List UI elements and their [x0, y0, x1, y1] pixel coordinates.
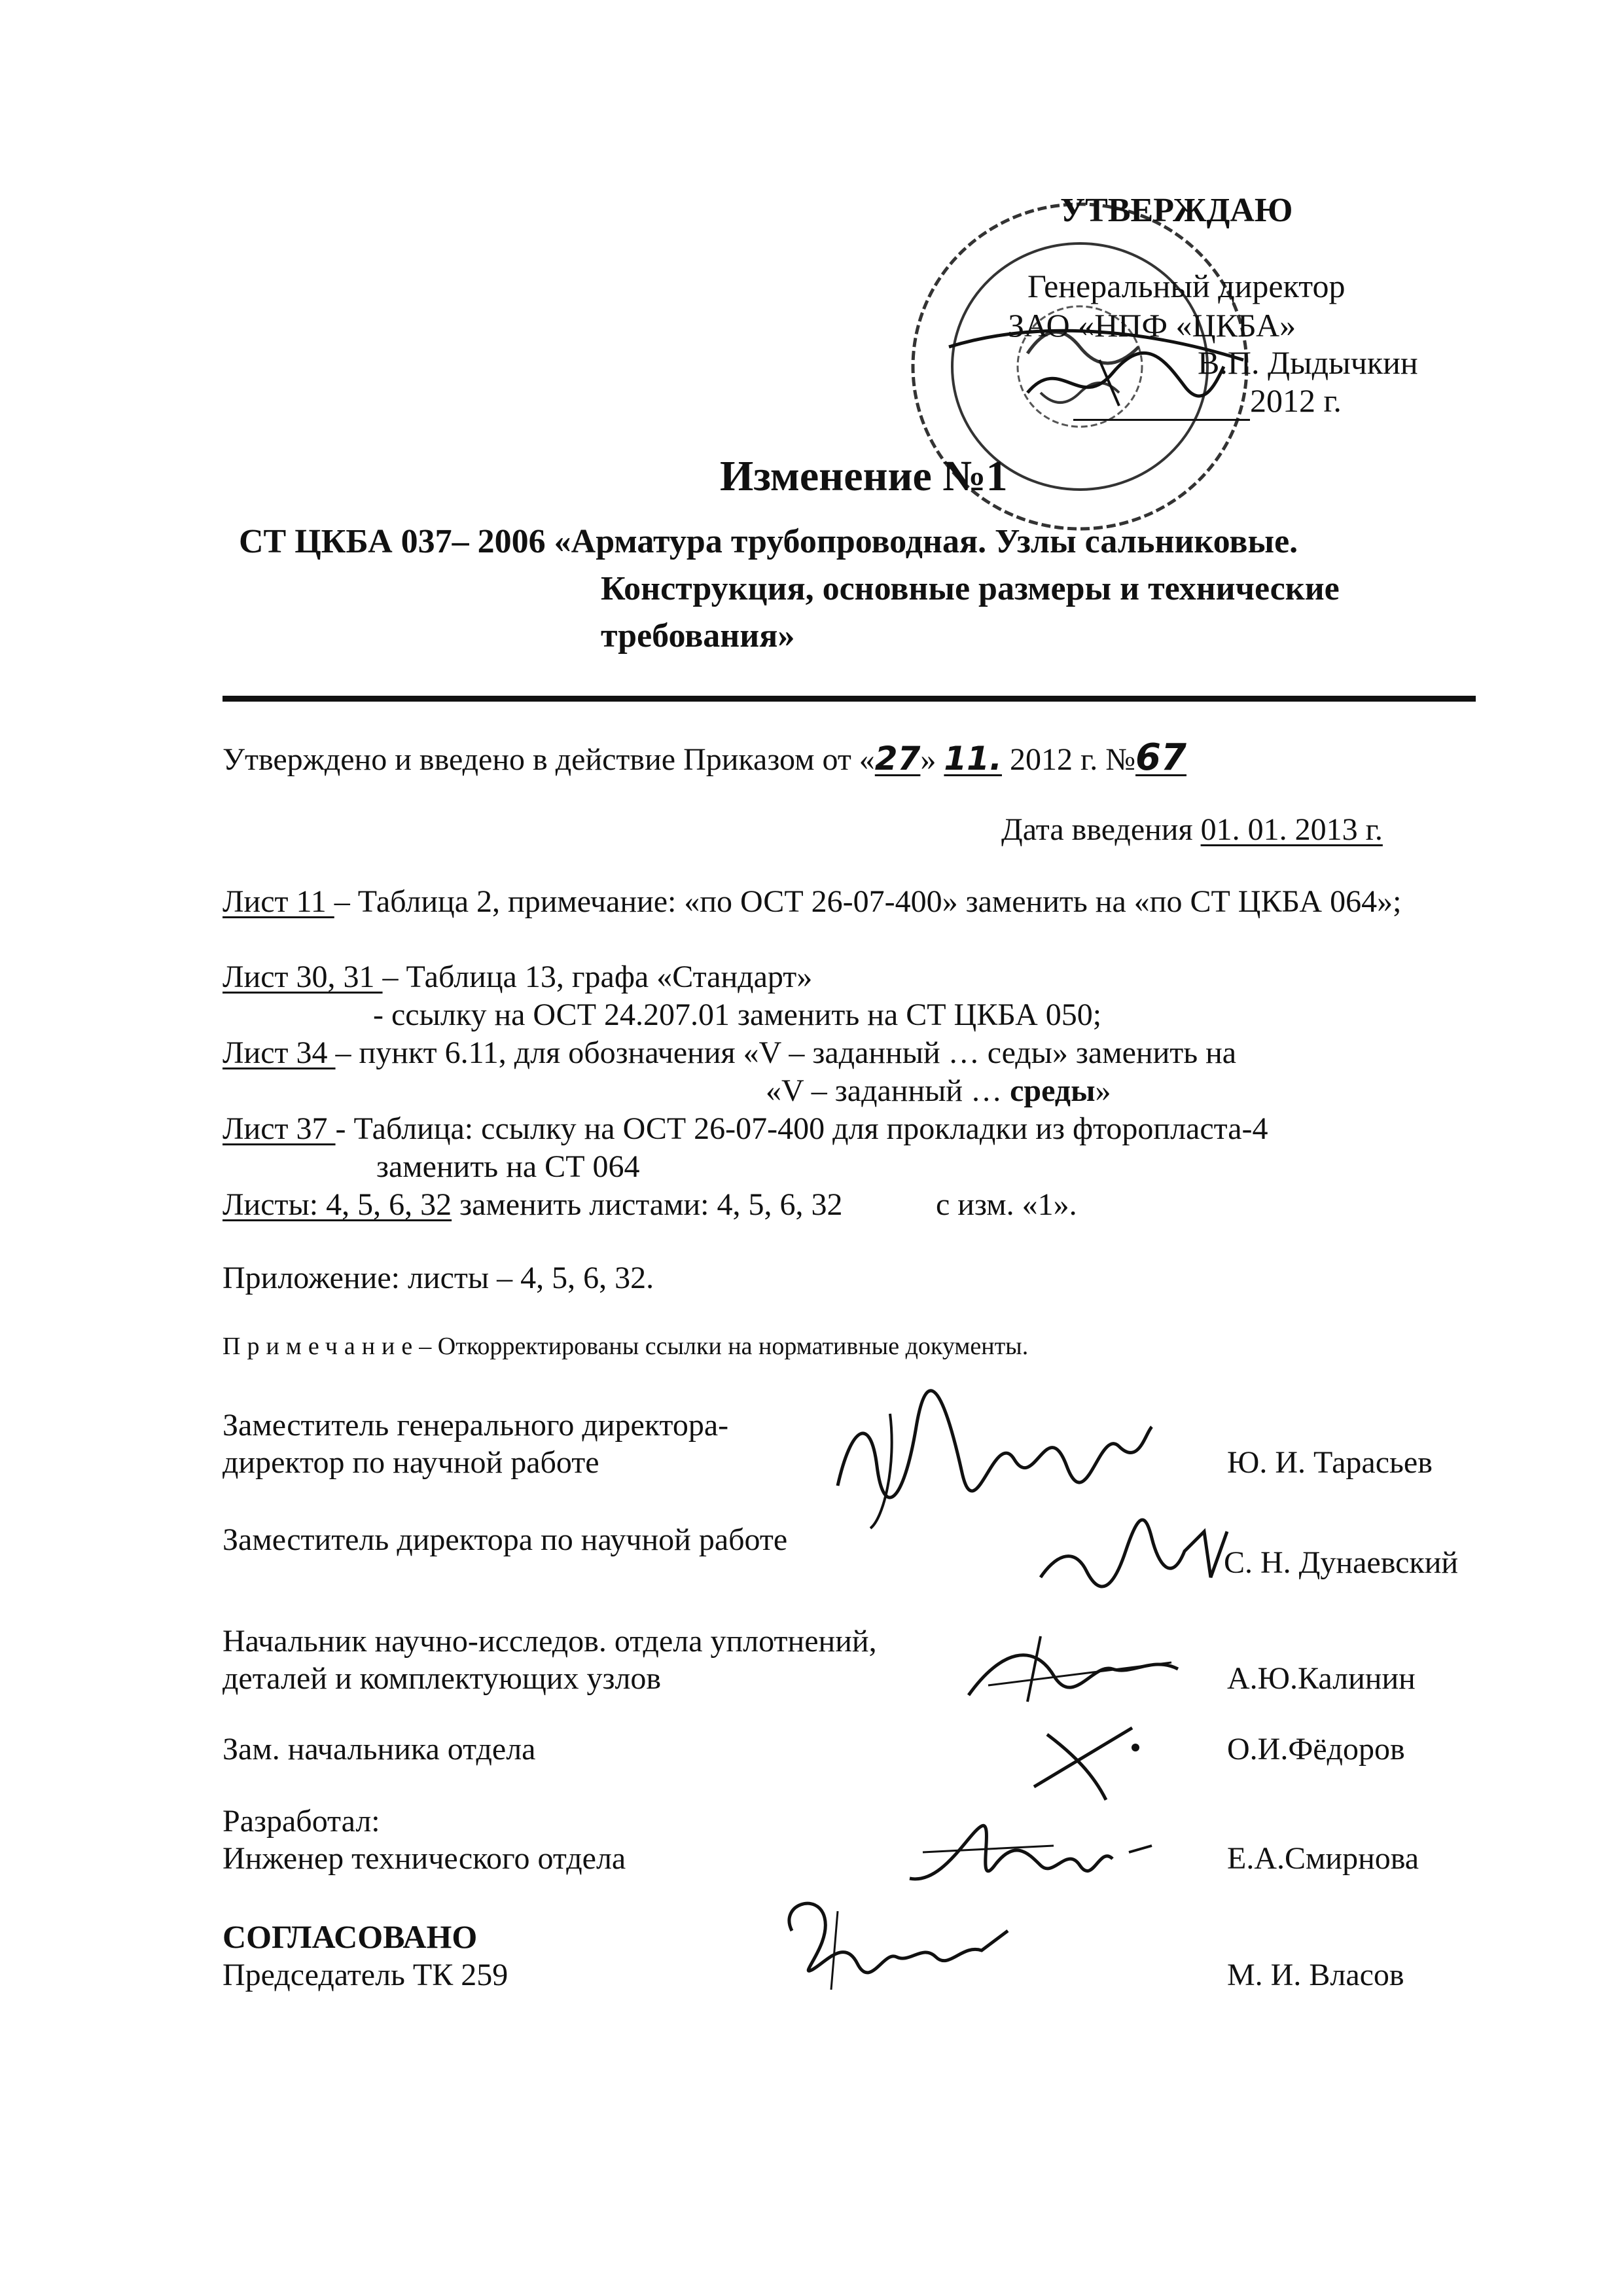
signature-dunaevsky — [1034, 1505, 1230, 1604]
change-text: – Таблица 13, графа «Стандарт» — [382, 960, 813, 994]
approval-heading: УТВЕРЖДАЮ — [1060, 192, 1293, 229]
change-text: заменить листами: 4, 5, 6, 32 — [452, 1187, 843, 1222]
signature-title: директор по научной работе — [223, 1445, 599, 1480]
signature-name: Е.А.Смирнова — [1227, 1841, 1419, 1876]
signature-title: Инженер технического отдела — [223, 1841, 626, 1876]
agreed-heading: СОГЛАСОВАНО — [223, 1918, 478, 1955]
signature-name: А.Ю.Калинин — [1227, 1661, 1416, 1696]
approval-company: ЗАО «НПФ «ЦКБА» — [1008, 307, 1296, 344]
signature-title: Разработал: — [223, 1804, 380, 1839]
order-number: 67 — [1135, 736, 1186, 779]
change-sheet: Лист 30, 31 — [223, 960, 383, 994]
appendix: Приложение: листы – 4, 5, 6, 32. — [223, 1261, 654, 1295]
approval-signer: В.П. Дыдычкин — [1198, 344, 1418, 381]
horizontal-rule — [223, 696, 1476, 702]
signature-kalinin — [962, 1623, 1185, 1715]
doc-title-line1: СТ ЦКБА 037– 2006 «Арматура трубопроводная. Узлы сальниковые. — [239, 523, 1298, 560]
effective-date — [1001, 812, 1383, 848]
change-continuation: заменить на СТ 064 — [376, 1149, 640, 1184]
order-prefix: Утверждено и введено в действие Приказом от « — [223, 742, 875, 777]
approval-year: 2012 г. — [1250, 382, 1342, 419]
signature-title: Заместитель директора по научной работе — [223, 1522, 788, 1557]
order-mid2: 2012 г. № — [1001, 742, 1136, 777]
order-day: 27 — [874, 740, 921, 778]
signature-title: Начальник научно-исследов. отдела уплотнений, — [223, 1624, 877, 1659]
change-continuation — [766, 1073, 1111, 1109]
change-item — [223, 1111, 1268, 1147]
cont-bold: среды — [1010, 1073, 1096, 1108]
change-item — [223, 884, 1401, 920]
change-item — [223, 1035, 1236, 1071]
doc-title-line2: Конструкция, основные размеры и технические — [601, 570, 1340, 607]
signature-name: О.И.Фёдоров — [1227, 1732, 1405, 1767]
cont-suffix: » — [1095, 1073, 1111, 1108]
approval-position: Генеральный директор — [1027, 268, 1346, 304]
approval-signature — [1021, 340, 1230, 419]
doc-title-line3: требования» — [601, 617, 795, 655]
approval-date-line — [1073, 419, 1250, 421]
signature-vlasov — [772, 1892, 1034, 1996]
note-text: – Откорректированы ссылки на нормативные документы. — [419, 1333, 1029, 1360]
cont-prefix: «V – заданный … — [766, 1073, 1010, 1108]
order-month: 11. — [944, 740, 1002, 778]
signature-smirnova — [903, 1806, 1165, 1905]
change-sheet: Лист 37 — [223, 1111, 336, 1146]
change-tail: с изм. «1». — [936, 1187, 1077, 1222]
agreed-name: М. И. Власов — [1227, 1958, 1404, 1992]
signature-title: Заместитель генерального директора- — [223, 1408, 729, 1443]
signature-name: С. Н. Дунаевский — [1224, 1545, 1459, 1580]
signature-name: Ю. И. Тарасьев — [1227, 1445, 1433, 1480]
change-sheet: Лист 34 — [223, 1035, 336, 1070]
note — [223, 1332, 1028, 1361]
change-text: – пункт 6.11, для обозначения «V – заданный … седы» заменить на — [335, 1035, 1237, 1070]
change-sheet: Лист 11 — [223, 884, 334, 919]
agreed-title: Председатель ТК 259 — [223, 1958, 508, 1992]
change-text: - Таблица: ссылку на ОСТ 26-07-400 для прокладки из фторопласта-4 — [335, 1111, 1268, 1146]
signature-title: Зам. начальника отдела — [223, 1732, 536, 1767]
change-item — [223, 1187, 843, 1223]
order-mid1: » — [920, 742, 936, 777]
change-sheet: Листы: 4, 5, 6, 32 — [223, 1187, 452, 1222]
date-value: 01. 01. 2013 г. — [1200, 812, 1383, 847]
note-label: Примечание — [223, 1333, 419, 1360]
change-continuation: - ссылку на ОСТ 24.207.01 заменить на СТ ЦКБА 050; — [373, 997, 1102, 1032]
signature-title: деталей и комплектующих узлов — [223, 1661, 662, 1696]
signature-fedorov — [1021, 1708, 1152, 1806]
order-line — [223, 736, 1186, 779]
change-item — [223, 959, 812, 995]
change-title: Изменение №1 — [720, 452, 1008, 500]
change-text: – Таблица 2, примечание: «по ОСТ 26-07-400» заменить на «по СТ ЦКБА 064»; — [334, 884, 1402, 919]
date-label: Дата введения — [1001, 812, 1193, 847]
